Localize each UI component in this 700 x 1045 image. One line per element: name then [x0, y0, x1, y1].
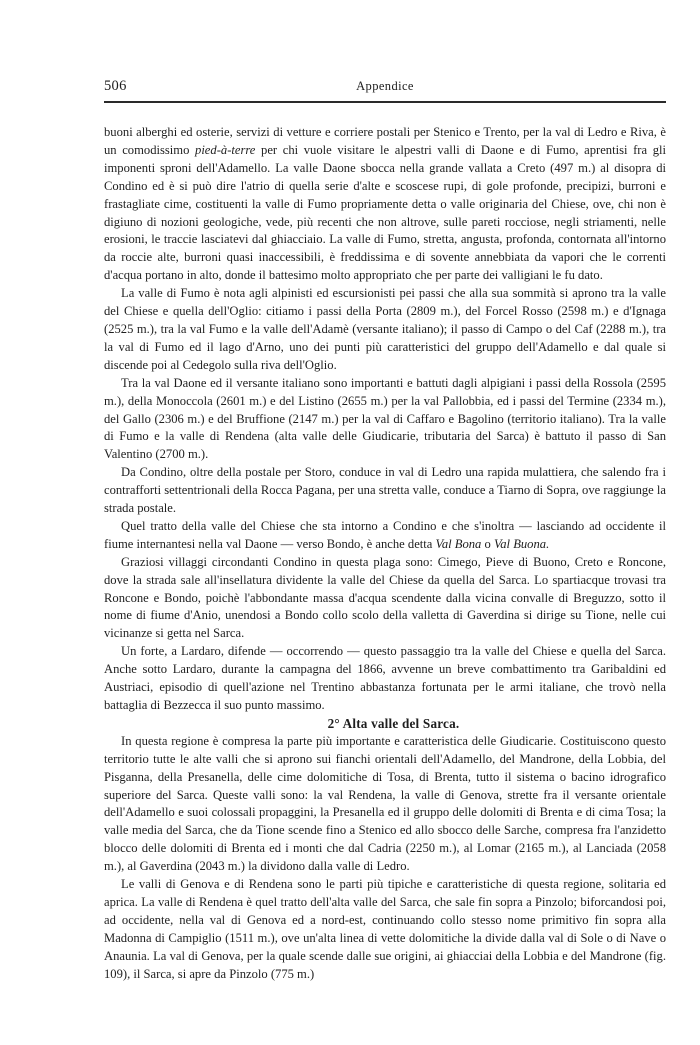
header-rule	[104, 101, 666, 103]
paragraph-text: buoni alberghi ed osterie, servizi di vetture e corriere postali per Stenico e Trento, per la val di Ledro e Riva, è un comodissimo	[104, 125, 666, 157]
page-header	[104, 78, 666, 100]
paragraph-text: Quel tratto della valle del Chiese che sta intorno a Condino e che s'inoltra — lasciando ad occidente il fiume internantesi nella val Daone — verso Bondo, è anche detta	[104, 518, 666, 551]
paragraph: Le valli di Genova e di Rendena sono le parti più tipiche e caratteristiche di questa regione, solitaria ed aprica. La valle di Rendena è quel tratto dell'alta valle del Sarca, che sale fin sopra a Pinzolo; biforcandosi poi, ad occidente, nella val di Genova ed a nord-est, continuando collo stesso nome primitivo fin sopra alla Madonna di Campiglio (1511 m.), ove un'alta linea di vette dolomitiche la divide dalla val di Sole o di Nave o Anaunia. La val di Genova, per la quale scende dalle sue origini, ai ghiacciai della Lobbia e del Mandrone (fig. 109), il Sarca, si apre da Pinzolo (775 m.)	[104, 877, 666, 981]
paragraph	[104, 124, 666, 285]
section-heading: 2° Alta valle del Sarca.	[327, 715, 460, 731]
paragraph	[104, 518, 666, 554]
paragraph: La valle di Fumo è nota agli alpinisti ed escursionisti pei passi che alla sua sommità si aprono tra la valle del Chiese e quella dell'Oglio: citiamo i passi della Porta (2809 m.), del Forcel Rosso (2598 m.) e d'Ignaga (2525 m.), tra la val Fumo e la valle dell'Adamè (versante italiano); il passo di Campo o del Caf (2288 m.), tra la val di Fumo ed il lago d'Arno, uno dei punti più caratteristici del gruppo dell'Adamello e dal quale si discende poi al Cedegolo sulla riva dell'Oglio.	[104, 286, 666, 372]
running-title: Appendice	[356, 79, 414, 93]
body-text	[104, 124, 666, 984]
paragraph: Graziosi villaggi circondanti Condino in questa plaga sono: Cimego, Pieve di Buono, Creto e Roncone, dove la strada sale all'insellatura dividente la valle del Chiese da quella del Sarca. Lo spartiacque trovasi tra Roncone e Bondo, poichè l'abbondante massa d'acqua scendente dalla vicina convalle di Breguzzo, sotto il nome di fiume d'Anio, unendosi a Bondo collo scolo della valletta di Gaverdina si dirige su Tione, nelle cui vicinanze si getta nel Sarca.	[104, 554, 666, 641]
paragraph-text: o	[481, 536, 494, 551]
italic-phrase: Val Bona	[435, 536, 482, 551]
paragraph: Da Condino, oltre della postale per Storo, conduce in val di Ledro una rapida mulattiera, che salendo fra i contrafforti settentrionali della Rocca Pagana, per una stretta valle, conduce a Tiarno di Sopra, ove raggiunge la strada postale.	[104, 465, 666, 516]
italic-phrase: pied-à-terre	[195, 142, 256, 157]
page-number: 506	[104, 78, 127, 94]
paragraph-text: per chi vuole visitare le alpestri valli di Daone e di Fumo, aprentisi fra gli imponenti sproni dell'Adamello. La valle Daone sbocca nella grande vallata a Creto (497 m.) al disopra di Condino ed è si può dire l'atrio di quella serie d'alte e scoscese rupi, di gole profonde, precipizi, burroni e frastagliate cime, costituenti la valle di Fumo propriamente detta o valle originaria del Chiese, ove, chi non è digiuno di nozioni geologiche, vede, più recenti che non altrove, sulle pareti rocciose, negli striamenti, nelle erosioni, le traccie lasciatevi dal ghiacciaio. La valle di Fumo, stretta, angusta, profonda, contornata all'intorno da roccie alte, burroni quasi inaccessibili, è freddissima e di sovente annebbiata da vapori che le correnti d'acqua portano in alto, donde il battesimo molto appropriato che per parte dei valligiani le fu dato.	[104, 142, 667, 283]
italic-phrase: Val Buona.	[493, 536, 550, 551]
paragraph: In questa regione è compresa la parte più importante e caratteristica delle Giudicarie. Costituiscono questo territorio tutte le alte valli che si aprono sui fianchi orientali dell'Adamello, del Mandrone, della Lobbia, del Pisganna, della Presanella, delle cime dolomitiche di Tosa, di Brenta, tutto il sistema o bacino idrografico superiore del Sarca. Queste valli sono: la val Rendena, la valle di Genova, strette fra il versante orientale dell'Adamello e suoi colossali propaggini, la Presanella ed il gruppo delle dolomiti di Brenta e di cima Tosa; la valle media del Sarca, che da Tione scende fino a Stenico ed allo sbocco delle Sarche, compresa fra l'anzidetto blocco delle dolomiti di Brenta ed i monti che dal Cadria (2250 m.), al Lomar (2165 m.), al Lanciada (2058 m.), al Gaverdina (2043 m.) la dividono dalla valle di Ledro.	[104, 733, 666, 874]
paragraph: Un forte, a Lardaro, difende — occorrendo — questo passaggio tra la valle del Chiese e quella del Sarca. Anche sotto Lardaro, durante la campagna del 1866, avvenne un breve combattimento tra Garibaldini ed Austriaci, episodio di quell'azione nel Trentino abbastanza fortunata per le armi italiane, che trovò nella battaglia di Bezzecca il suo punto massimo.	[104, 644, 666, 712]
paragraph: Tra la val Daone ed il versante italiano sono importanti e battuti dagli alpigiani i passi della Rossola (2595 m.), della Monoccola (2601 m.) e del Listino (2655 m.) per la val Pallobbia, ed i passi del Termine (2334 m.), del Gallo (2306 m.) e del Bruffione (2147 m.) per la val di Caffaro e Bagolino (territorio italiano). Tra la valle di Fumo e la valle di Rendena (alta valle delle Giudicarie, tributaria del Sarca) è battuto il passo di San Valentino (2700 m.).	[104, 375, 666, 462]
